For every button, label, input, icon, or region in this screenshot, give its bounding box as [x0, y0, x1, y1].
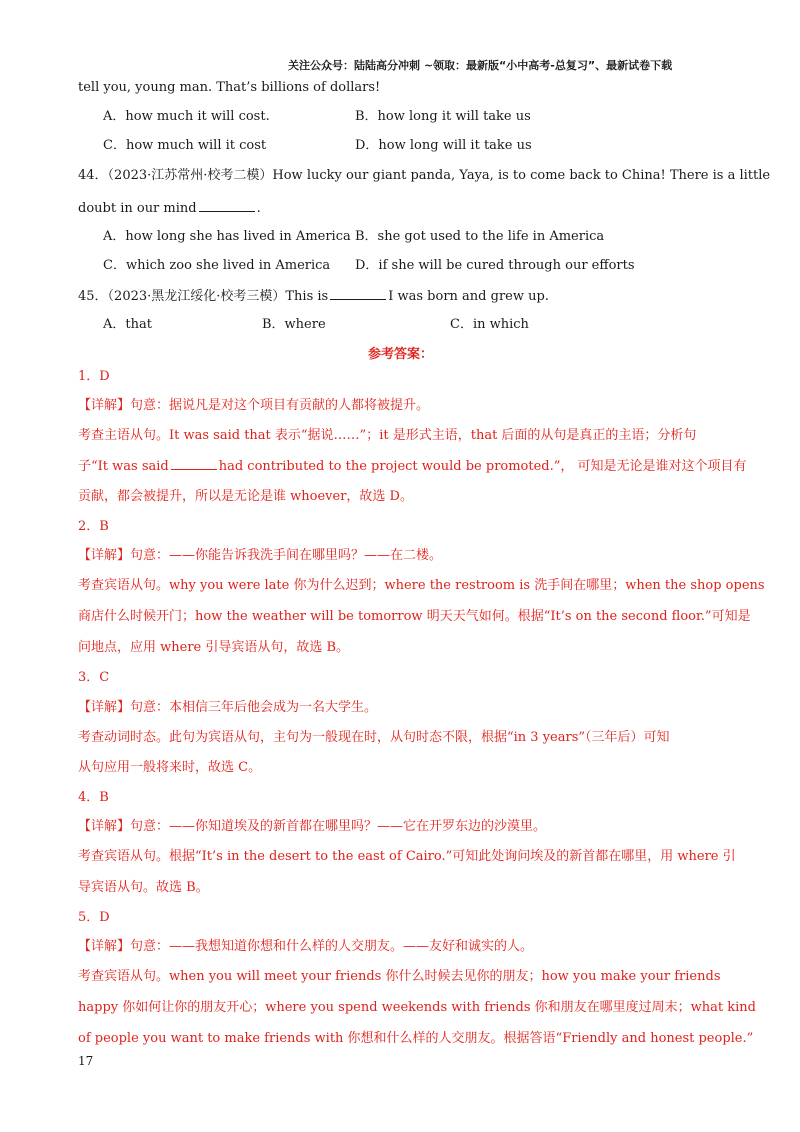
q43-option-d: D．how long will it take us — [355, 138, 532, 153]
answer-2-number: 2．B — [78, 519, 109, 534]
answer-2-detail: 【详解】句意：——你能告诉我洗手间在哪里吗？——在二楼。 — [78, 548, 443, 563]
question-44-stem-line2 — [78, 199, 261, 218]
answer-5-number: 5．D — [78, 910, 110, 925]
q44-option-c: C．which zoo she lived in America — [103, 258, 331, 273]
answer-3-explanation: 从句应用一般将来时，故选 C。 — [78, 760, 262, 775]
q45-option-c: C．in which — [450, 317, 529, 332]
answer-3-detail: 【详解】句意：本相信三年后他会成为一名大学生。 — [78, 700, 378, 715]
answer-1-explanation — [78, 457, 747, 476]
answer-4-explanation: 导宾语从句。故选 B。 — [78, 880, 209, 895]
answer-2-explanation: 商店什么时候开门；how the weather will be tomorrow 明天天气如何。根据“It’s on the second floor.”可知是 — [78, 609, 751, 624]
q44-option-d: D．if she will be cured through our efforts — [355, 258, 635, 273]
answer-5-explanation: of people you want to make friends with 你想和什么样的人交朋友。根据答语“Friendly and honest people.” — [78, 1031, 754, 1046]
answers-title: 参考答案： — [368, 347, 434, 362]
answer-1-explanation: 考查主语从句。It was said that 表示“据说……”；it 是形式主语，that 后面的从句是真正的主语；分析句 — [78, 428, 697, 443]
q44-stem-text: doubt in our mind — [78, 201, 197, 216]
page-header: 关注公众号：陆陆高分冲刺 ~领取：最新版“小中高考-总复习”、最新试卷下载 — [288, 59, 673, 72]
answer-2-explanation: 问地点，应用 where 引导宾语从句，故选 B。 — [78, 640, 350, 655]
answer-3-number: 3．C — [78, 670, 110, 685]
q43-option-c: C．how much will it cost — [103, 138, 267, 153]
answer-1-explanation: 贡献，都会被提升，所以是无论是谁 whoever，故选 D。 — [78, 489, 413, 504]
q45-stem-text: 45．（2023·黑龙江绥化·校考三模）This is — [78, 289, 329, 304]
answer-blank — [171, 457, 217, 470]
question-44-stem: 44．（2023·江苏常州·校考二模）How lucky our giant panda, Yaya, is to come back to China! There is a little — [78, 168, 771, 183]
answer-4-detail: 【详解】句意：——你知道埃及的新首都在哪里吗？——它在开罗东边的沙漠里。 — [78, 819, 547, 834]
question-43-tail: tell you, young man. That’s billions of dollars! — [78, 80, 381, 95]
q43-option-b: B．how long it will take us — [355, 109, 531, 124]
answer-1-number: 1．D — [78, 369, 110, 384]
q45-option-b: B．where — [262, 317, 326, 332]
answer-4-number: 4．B — [78, 790, 109, 805]
answer-1-detail: 【详解】句意：据说凡是对这个项目有贡献的人都将被提升。 — [78, 398, 430, 413]
answer-5-detail: 【详解】句意：——我想知道你想和什么样的人交朋友。——友好和诚实的人。 — [78, 939, 534, 954]
answer-1-text: had contributed to the project would be promoted.”， 可知是无论是谁对这个项目有 — [218, 459, 747, 474]
answer-4-explanation: 考查宾语从句。根据“It’s in the desert to the east of Cairo.”可知此处询问埃及的新首都在哪里，用 where 引 — [78, 849, 736, 864]
answer-3-explanation: 考查动词时态。此句为宾语从句，主句为一般现在时，从句时态不限，根据“in 3 years”（三年后）可知 — [78, 730, 670, 745]
q45-stem-end: I was born and grew up. — [388, 289, 549, 304]
q43-option-a: A．how much it will cost. — [103, 109, 270, 124]
answer-5-explanation: 考查宾语从句。when you will meet your friends 你什么时候去见你的朋友；how you make your friends — [78, 969, 721, 984]
page-number: 17 — [78, 1054, 94, 1068]
answer-5-explanation: happy 你如何让你的朋友开心；where you spend weekends with friends 你和朋友在哪里度过周末；what kind — [78, 1000, 756, 1015]
q45-option-a: A．that — [103, 317, 152, 332]
answer-blank — [199, 199, 255, 212]
q44-option-b: B．she got used to the life in America — [355, 229, 605, 244]
q44-stem-end: . — [256, 201, 261, 216]
answer-blank — [330, 287, 386, 300]
q44-option-a: A．how long she has lived in America — [103, 229, 351, 244]
question-45-stem — [78, 287, 549, 306]
answer-2-explanation: 考查宾语从句。why you were late 你为什么迟到；where the restroom is 洗手间在哪里；when the shop opens — [78, 578, 765, 593]
answer-1-text: 子“It was said — [78, 459, 169, 474]
